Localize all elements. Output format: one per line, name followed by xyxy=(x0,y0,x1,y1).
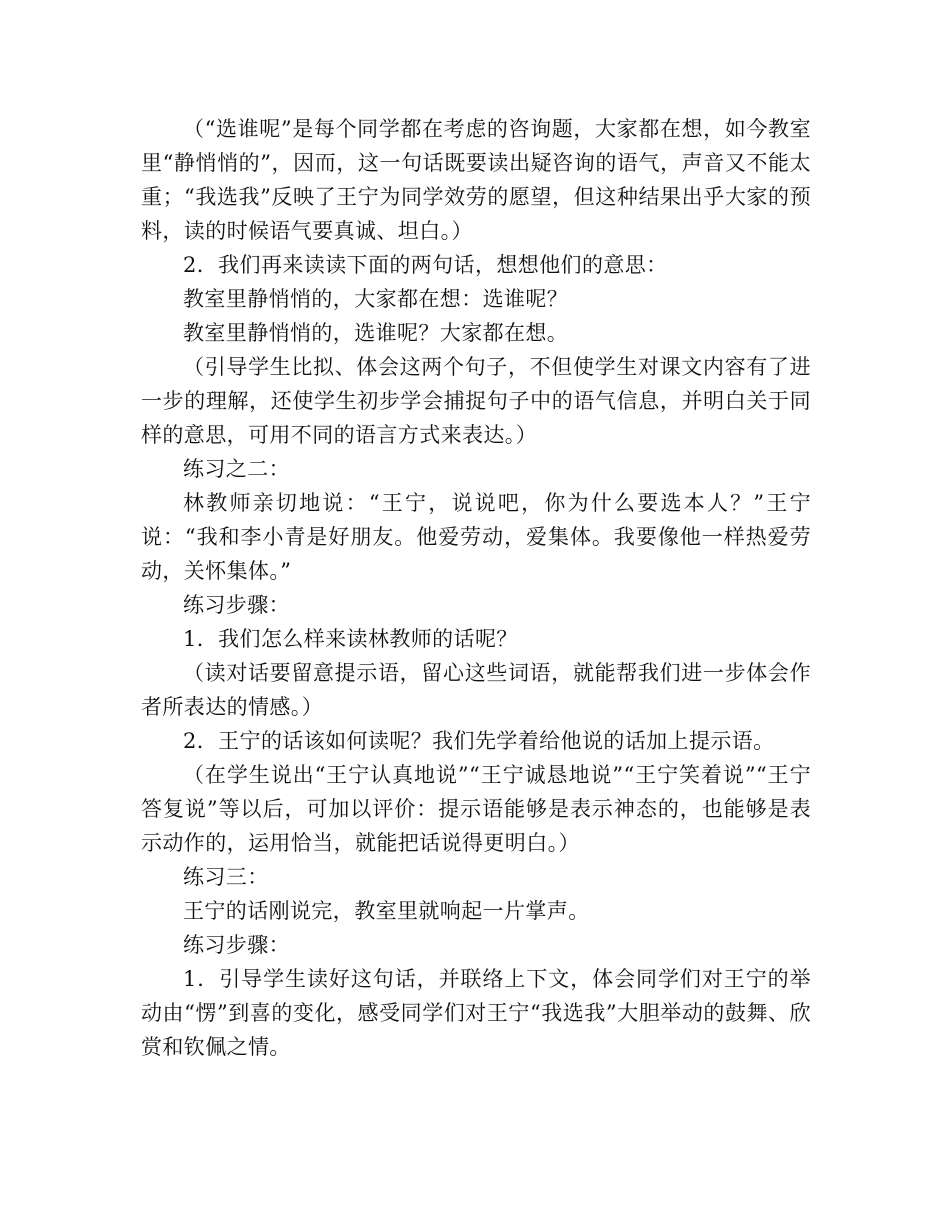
paragraph-2: 2．我们再来读读下面的两句话，想想他们的意思： xyxy=(183,253,668,277)
paragraph-6: 练习之二： xyxy=(183,457,290,481)
paragraph-8: 练习步骤： xyxy=(183,593,290,617)
paragraph-11: 2．王宁的话该如何读呢？我们先学着给他说的话加上提示语。 xyxy=(183,729,775,753)
paragraph-15: 练习步骤： xyxy=(183,933,290,957)
paragraph-10: （读对话要留意提示语，留心这些词语，就能帮我们进一步体会作者所表达的情感。） xyxy=(141,661,811,719)
paragraph-12: （在学生说出“王宁认真地说”“王宁诚恳地说”“王宁笑着说”“王宁答复说”等以后，可加以评价：提示语能够是表示神态的，也能够是表示动作的，运用恰当，就能把话说得更明白。） xyxy=(141,763,811,855)
paragraph-13: 练习三： xyxy=(183,865,269,889)
document-body xyxy=(141,112,811,1064)
paragraph-9: 1．我们怎么样来读林教师的话呢？ xyxy=(183,627,518,651)
paragraph-16: 1．引导学生读好这句话，并联络上下文，体会同学们对王宁的举动由“愣”到喜的变化，感受同学们对王宁“我选我”大胆举动的鼓舞、欣赏和钦佩之情。 xyxy=(141,967,811,1059)
paragraph-5: （引导学生比拟、体会这两个句子，不但使学生对课文内容有了进一步的理解，还使学生初步学会捕捉句子中的语气信息，并明白关于同样的意思，可用不同的语言方式来表达。） xyxy=(141,355,811,447)
paragraph-3: 教室里静悄悄的，大家都在想：选谁呢？ xyxy=(183,287,569,311)
paragraph-7: 林教师亲切地说：“王宁，说说吧，你为什么要选本人？”王宁说：“我和李小青是好朋友。他爱劳动，爱集体。我要像他一样热爱劳动，关怀集体。” xyxy=(141,491,811,583)
paragraph-1: （“选谁呢”是每个同学都在考虑的咨询题，大家都在想，如今教室里“静悄悄的”，因而，这一句话既要读出疑咨询的语气，声音又不能太重；“我选我”反映了王宁为同学效劳的愿望，但这种结果出乎大家的预料，读的时候语气要真诚、坦白。） xyxy=(141,117,811,243)
paragraph-4: 教室里静悄悄的，选谁呢？大家都在想。 xyxy=(183,321,569,345)
paragraph-14: 王宁的话刚说完，教室里就响起一片掌声。 xyxy=(183,899,590,923)
